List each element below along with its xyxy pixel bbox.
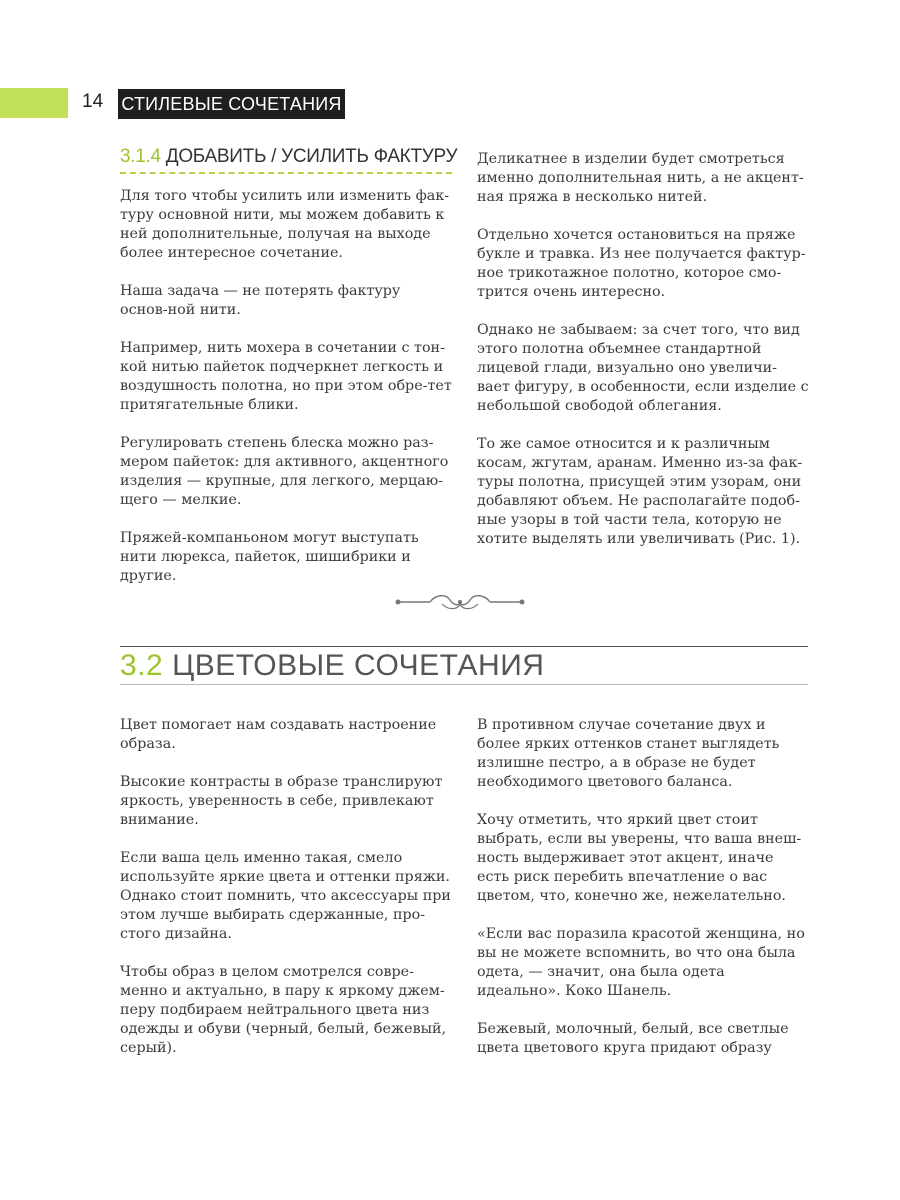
subsection-heading	[120, 146, 458, 174]
section-number: 3.2	[120, 649, 164, 682]
paragraph: В противном случае сочетание двух и более ярких оттенков станет выглядеть излишне пестро, а в образе не будет необходимого цветового баланса.	[477, 717, 780, 790]
section-rule-bottom	[120, 684, 808, 685]
paragraph: Например, нить мохера в сочетании с тон-кой нитью пайеток подчеркнет легкость и воздушность полотна, но при этом обре-тет притягательные блики.	[120, 340, 452, 413]
paragraph: Высокие контрасты в образе транслируют яркость, уверенность в себе, привлекают внимание.	[120, 774, 443, 828]
paragraph: Если ваша цель именно такая, смело используйте яркие цвета и оттенки пряжи. Однако стоит помнить, что аксессуары при этом лучше выбирать сдержанные, про-стого дизайна.	[120, 850, 451, 942]
paragraph: Регулировать степень блеска можно раз-мером пайеток: для активного, акцентного изделия — крупные, для легкого, мерцаю-щего — мелкие.	[120, 435, 449, 508]
section-rule-top	[120, 646, 808, 647]
paragraph: Деликатнее в изделии будет смотреться именно дополнительная нить, а не акцент-ная пряжа в несколько нитей.	[477, 151, 804, 205]
bottom-right-column	[477, 716, 809, 1077]
top-right-column	[477, 150, 809, 568]
paragraph: Чтобы образ в целом смотрелся совре-менно и актуально, в пару к яркому джем-перу подбираем нейтрального цвета низ одежды и обуви (черный, белый, бежевый, серый).	[120, 964, 447, 1056]
ornament-divider-icon	[394, 590, 526, 614]
paragraph: Бежевый, молочный, белый, все светлые цвета цветового круга придают образу	[477, 1021, 789, 1056]
subsection-title: ДОБАВИТЬ / УСИЛИТЬ ФАКТУРУ	[165, 146, 458, 167]
paragraph: Цвет помогает нам создавать настроение образа.	[120, 717, 437, 752]
page-edge-tab	[0, 88, 68, 118]
section-heading	[120, 650, 544, 682]
running-header: СТИЛЕВЫЕ СОЧЕТАНИЯ	[118, 89, 345, 119]
paragraph: Для того чтобы усилить или изменить фак-туру основной нити, мы можем добавить к ней дополнительные, получая на выходе более интересное сочетание.	[120, 188, 450, 261]
paragraph: Однако не забываем: за счет того, что вид этого полотна объемнее стандартной лицевой глади, визуально оно увеличи-вает фигуру, в особенности, если изделие с небольшой свободой облегания.	[477, 322, 809, 414]
paragraph: Хочу отметить, что яркий цвет стоит выбрать, если вы уверены, что ваша внеш-ность выдерживает этот акцент, иначе есть риск перебить впечатление о вас цветом, что, конечно же, нежелательно.	[477, 812, 802, 904]
subsection-number: 3.1.4	[120, 146, 161, 167]
page-number: 14	[82, 91, 104, 112]
paragraph: Пряжей-компаньоном могут выступать нити люрекса, пайеток, шишибрики и другие.	[120, 530, 419, 584]
paragraph: То же самое относится и к различным косам, жгутам, аранам. Именно из-за фак-туры полотна, присущей этим узорам, они добавляют объем. Не располагайте подоб-ные узоры в той части тела, которую не хотите выделять или увеличивать (Рис. 1).	[477, 436, 803, 547]
section-title: ЦВЕТОВЫЕ СОЧЕТАНИЯ	[172, 649, 545, 682]
paragraph: Наша задача — не потерять фактуру основ-ной нити.	[120, 283, 401, 318]
bottom-left-column	[120, 716, 452, 1077]
paragraph: «Если вас поразила красотой женщина, но вы не можете вспомнить, во что она была одета, — значит, она была одета идеально». Коко Шанель.	[477, 926, 805, 999]
top-left-column	[120, 187, 452, 605]
paragraph: Отдельно хочется остановиться на пряже букле и травка. Из нее получается фактур-ное трикотажное полотно, которое смо-трится очень интересно.	[477, 227, 806, 300]
